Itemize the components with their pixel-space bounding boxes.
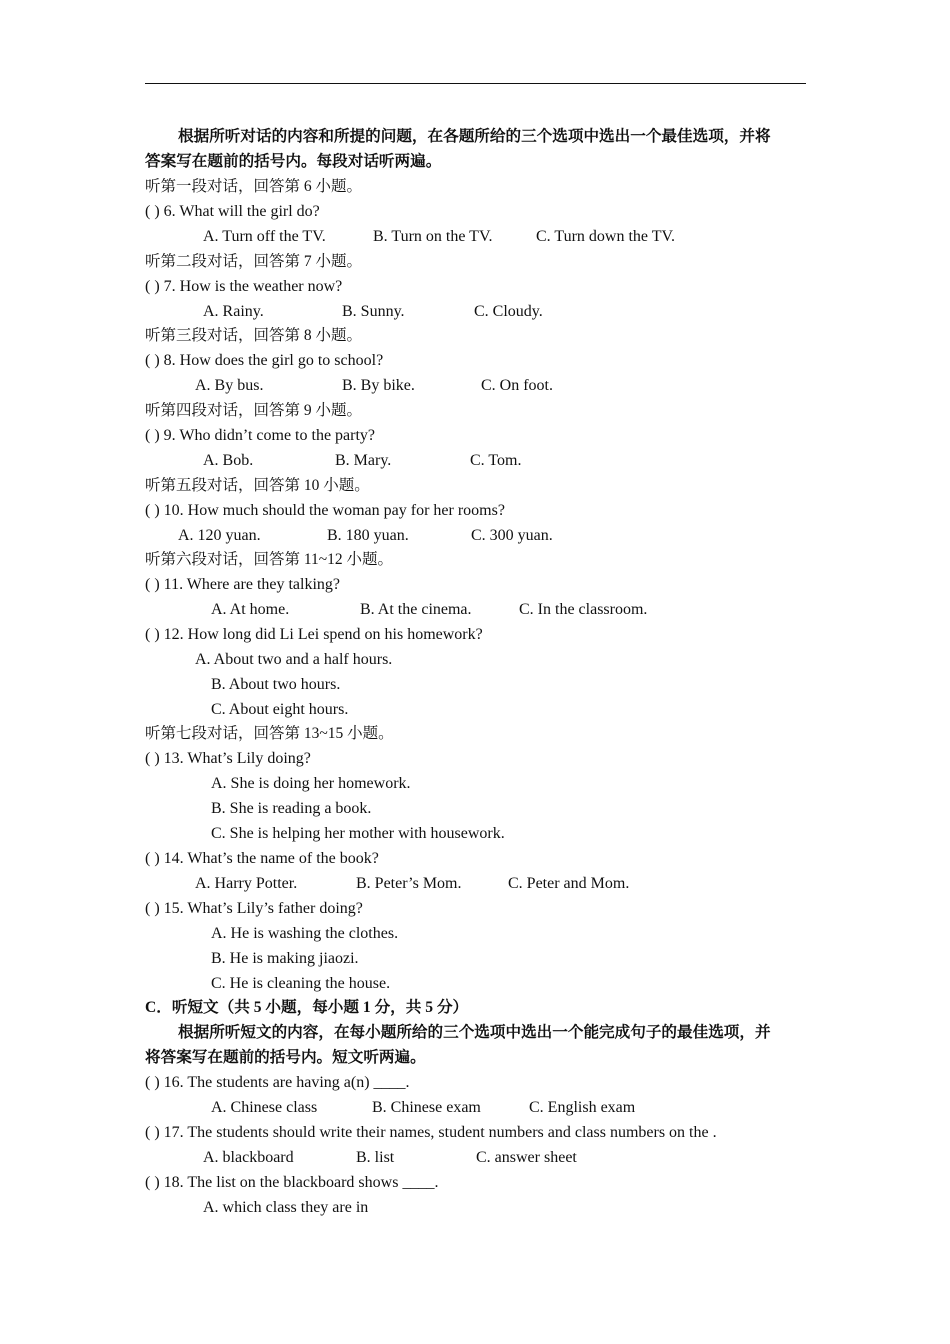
option-a: A. At home. xyxy=(211,601,290,618)
option-c: C. Tom. xyxy=(470,452,522,469)
option-b: B. Turn on the TV. xyxy=(373,228,493,245)
question-stem: ( ) 18. The list on the blackboard shows ____. xyxy=(145,1174,439,1191)
option-a: A. Harry Potter. xyxy=(195,875,298,892)
instructions-c-line1: 根据所听短文的内容，在每小题所给的三个选项中选出一个能完成句子的最佳选项，并 xyxy=(178,1024,771,1041)
option-c: C. On foot. xyxy=(481,377,553,394)
question-stem: ( ) 6. What will the girl do? xyxy=(145,203,320,220)
option-b: B. At the cinema. xyxy=(360,601,472,618)
question-stem: ( ) 17. The students should write their names, student numbers and class numbers on the . xyxy=(145,1124,717,1141)
option-a: A. 120 yuan. xyxy=(178,527,261,544)
instructions-c-line2: 将答案写在题前的括号内。短文听两遍。 xyxy=(145,1049,426,1066)
dialogue-intro: 听第二段对话，回答第 7 小题。 xyxy=(145,253,363,270)
option-b: B. She is reading a book. xyxy=(211,800,372,817)
option-a: A. She is doing her homework. xyxy=(211,775,411,792)
question-stem: ( ) 9. Who didn’t come to the party? xyxy=(145,427,376,444)
option-a: A. By bus. xyxy=(195,377,264,394)
dialogue-intro: 听第一段对话，回答第 6 小题。 xyxy=(145,178,363,195)
option-a: A. About two and a half hours. xyxy=(195,651,393,668)
option-a: A. blackboard xyxy=(203,1149,294,1166)
instructions-b-line2: 答案写在题前的括号内。每段对话听两遍。 xyxy=(145,153,442,170)
question-stem: ( ) 10. How much should the woman pay for her rooms? xyxy=(145,502,505,519)
option-b: B. Chinese exam xyxy=(372,1099,481,1116)
option-b: B. By bike. xyxy=(342,377,415,394)
question-stem: ( ) 15. What’s Lily’s father doing? xyxy=(145,900,363,917)
option-a: A. which class they are in xyxy=(203,1199,369,1216)
option-c: C. In the classroom. xyxy=(519,601,648,618)
option-a: A. Bob. xyxy=(203,452,254,469)
option-c: C. answer sheet xyxy=(476,1149,577,1166)
option-c: C. 300 yuan. xyxy=(471,527,553,544)
question-stem: ( ) 14. What’s the name of the book? xyxy=(145,850,379,867)
instructions-b-line1: 根据所听对话的内容和所提的问题，在各题所给的三个选项中选出一个最佳选项，并将 xyxy=(178,128,771,145)
option-c: C. Cloudy. xyxy=(474,303,543,320)
dialogue-intro: 听第六段对话，回答第 11~12 小题。 xyxy=(145,551,394,568)
option-c: C. About eight hours. xyxy=(211,701,349,718)
question-stem: ( ) 11. Where are they talking? xyxy=(145,576,341,593)
question-stem: ( ) 13. What’s Lily doing? xyxy=(145,750,311,767)
dialogue-intro: 听第三段对话，回答第 8 小题。 xyxy=(145,327,363,344)
option-b: B. Mary. xyxy=(335,452,392,469)
option-c: C. She is helping her mother with housework. xyxy=(211,825,505,842)
option-c: C. He is cleaning the house. xyxy=(211,975,391,992)
option-b: B. Sunny. xyxy=(342,303,405,320)
option-c: C. Peter and Mom. xyxy=(508,875,630,892)
section-c-title: C．听短文（共 5 小题，每小题 1 分，共 5 分） xyxy=(145,999,469,1016)
option-b: B. list xyxy=(356,1149,395,1166)
header-rule xyxy=(145,83,806,84)
option-b: B. 180 yuan. xyxy=(327,527,409,544)
option-b: B. About two hours. xyxy=(211,676,341,693)
option-c: C. Turn down the TV. xyxy=(536,228,675,245)
option-a: A. Chinese class xyxy=(211,1099,318,1116)
option-a: A. Turn off the TV. xyxy=(203,228,326,245)
dialogue-intro: 听第四段对话，回答第 9 小题。 xyxy=(145,402,363,419)
question-stem: ( ) 8. How does the girl go to school? xyxy=(145,352,384,369)
dialogue-intro: 听第五段对话，回答第 10 小题。 xyxy=(145,477,370,494)
option-b: B. Peter’s Mom. xyxy=(356,875,462,892)
option-a: A. He is washing the clothes. xyxy=(211,925,399,942)
option-a: A. Rainy. xyxy=(203,303,264,320)
dialogue-intro: 听第七段对话，回答第 13~15 小题。 xyxy=(145,725,394,742)
question-stem: ( ) 16. The students are having a(n) ____. xyxy=(145,1074,410,1091)
question-stem: ( ) 12. How long did Li Lei spend on his homework? xyxy=(145,626,483,643)
question-stem: ( ) 7. How is the weather now? xyxy=(145,278,343,295)
option-b: B. He is making jiaozi. xyxy=(211,950,359,967)
option-c: C. English exam xyxy=(529,1099,636,1116)
